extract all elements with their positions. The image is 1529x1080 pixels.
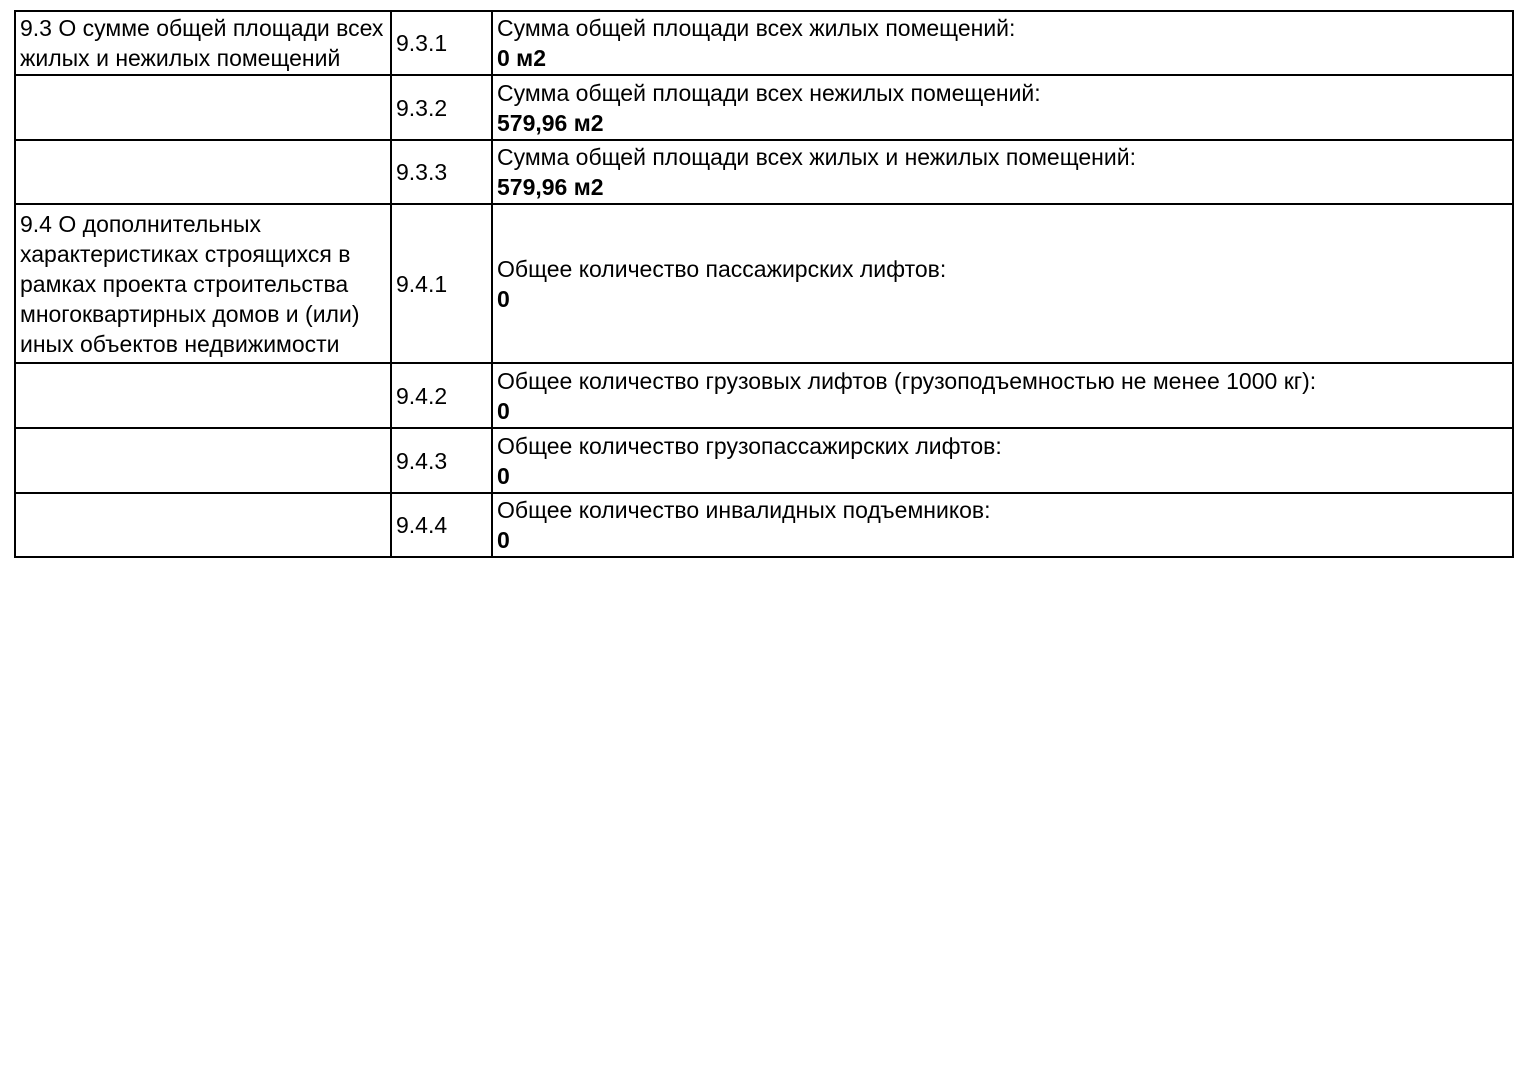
item-detail-cell [492,363,1513,428]
table-row [15,363,1513,428]
item-value: 0 м2 [497,45,546,71]
item-number-cell: 9.4.4 [391,493,492,557]
section-title-cell [15,493,391,557]
item-number-cell: 9.3.1 [391,11,492,75]
item-detail-cell [492,140,1513,204]
section-title-cell [15,140,391,204]
item-detail-cell [492,75,1513,140]
table-row [15,204,1513,363]
project-declaration-table [14,10,1514,558]
item-number-cell: 9.4.2 [391,363,492,428]
item-label: Общее количество грузопассажирских лифтов: [497,432,1002,459]
item-label: Общее количество пассажирских лифтов: [497,255,947,282]
item-label: Общее количество инвалидных подъемников: [497,497,991,523]
item-detail-cell [492,428,1513,493]
table-row [15,140,1513,204]
table-row [15,11,1513,75]
item-label: Сумма общей площади всех жилых помещений: [497,15,1016,41]
table-row [15,75,1513,140]
item-number-cell: 9.3.3 [391,140,492,204]
section-title-cell: 9.3 О сумме общей площади всех жилых и нежилых помещений [15,11,391,75]
item-label: Сумма общей площади всех нежилых помещений: [497,79,1041,106]
table-row [15,428,1513,493]
item-number-cell: 9.3.2 [391,75,492,140]
table-row [15,493,1513,557]
item-value: 0 [497,527,510,553]
item-detail-cell [492,493,1513,557]
item-detail-cell [492,204,1513,363]
item-label: Сумма общей площади всех жилых и нежилых помещений: [497,144,1136,170]
section-title-cell: 9.4 О дополнительных характеристиках строящихся в рамках проекта строительства многоквартирных домов и (или) иных объектов недвижимости [15,204,391,363]
section-title-cell [15,428,391,493]
section-title-cell [15,75,391,140]
item-detail-cell [492,11,1513,75]
item-value: 0 [497,397,510,424]
section-title-cell [15,363,391,428]
item-number-cell: 9.4.1 [391,204,492,363]
item-value: 579,96 м2 [497,109,604,136]
item-value: 0 [497,285,510,312]
item-value: 0 [497,462,510,489]
item-number-cell: 9.4.3 [391,428,492,493]
item-value: 579,96 м2 [497,174,604,200]
item-label: Общее количество грузовых лифтов (грузоподъемностью не менее 1000 кг): [497,367,1317,394]
